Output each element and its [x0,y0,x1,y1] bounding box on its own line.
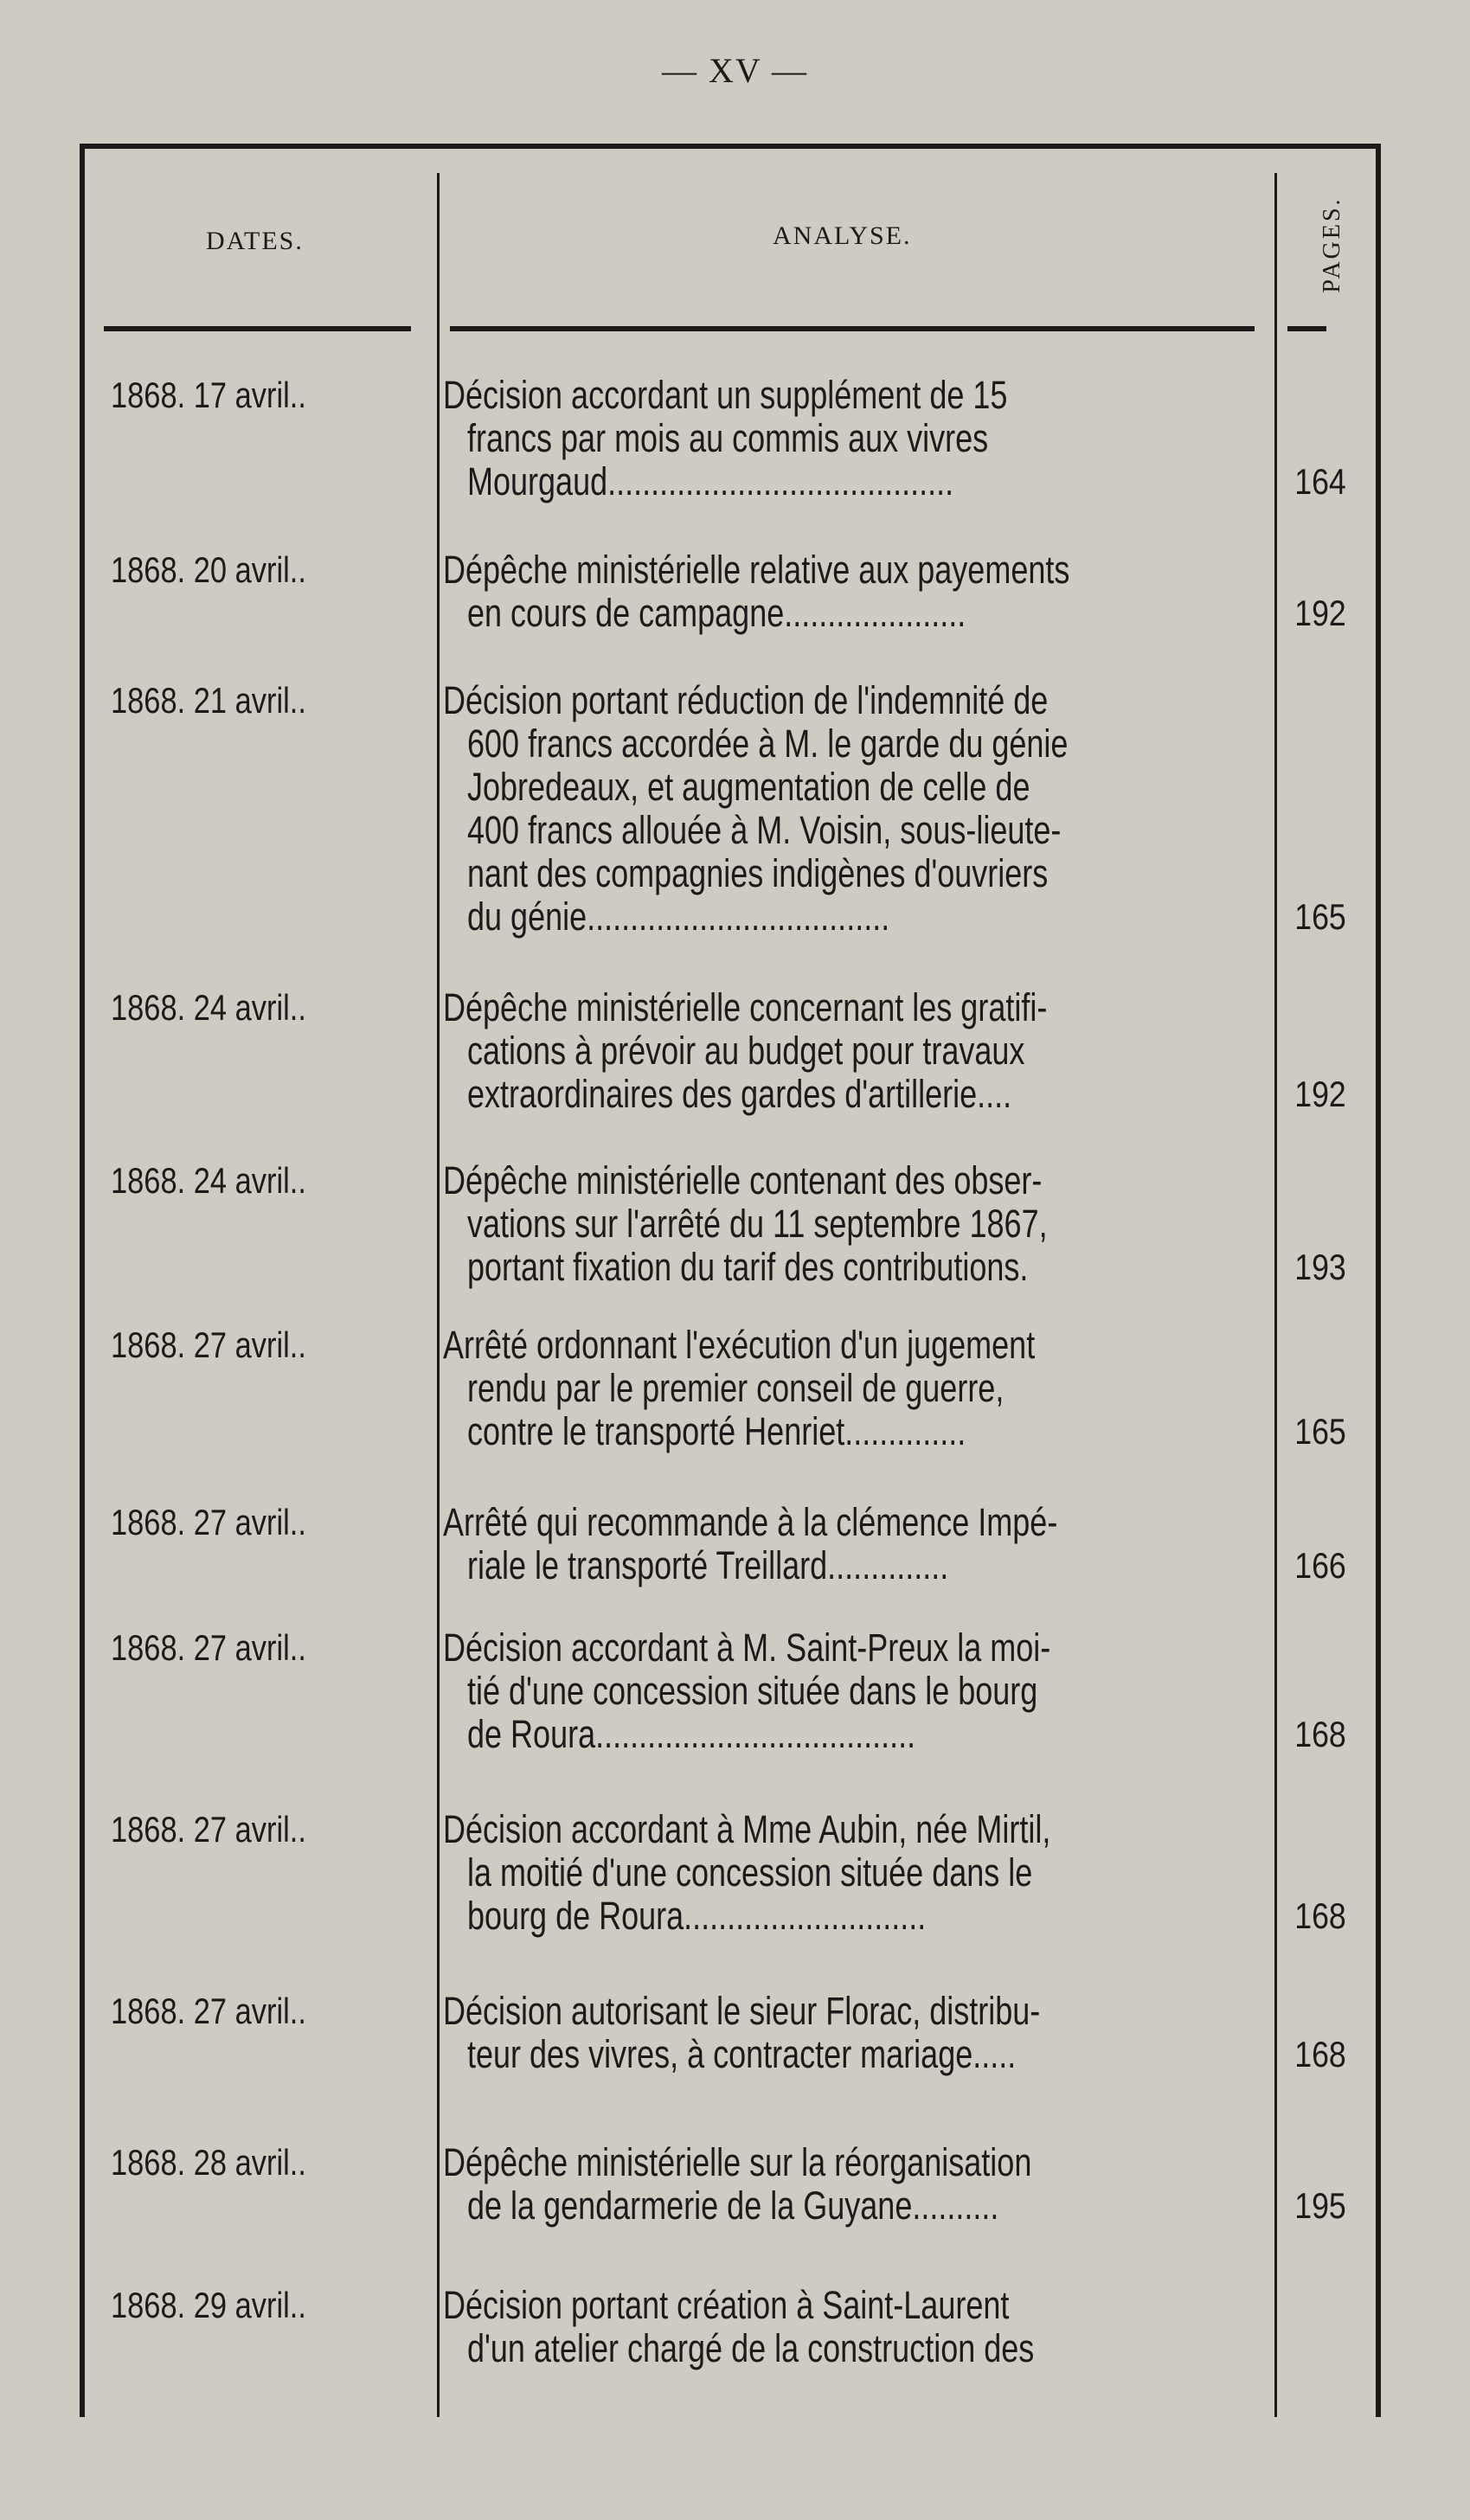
analysis-line: tié d'une concession située dans le bourg [467,1669,1038,1713]
entry-date: 1868. 28 avril.. [111,2142,306,2183]
entry-analysis [443,679,1255,939]
entry-analysis [443,1324,1255,1453]
analysis-line: nant des compagnies indigènes d'ouvriers [467,851,1049,895]
entry-page-number: 192 [1294,593,1346,633]
header-rule [1287,326,1326,331]
entry-date: 1868. 27 avril.. [111,1809,306,1850]
analysis-line: Décision portant création à Saint-Laurent [443,2283,1010,2327]
analysis-line: de la gendarmerie de la Guyane.......... [467,2183,999,2228]
entry-date: 1868. 29 avril.. [111,2285,306,2325]
analysis-line: portant fixation du tarif des contributions. [467,1245,1029,1289]
entry-page-number: 165 [1294,1411,1346,1452]
column-header-pages [1315,180,1350,310]
entry-date: 1868. 27 avril.. [111,1502,306,1542]
column-divider [1274,173,1277,2417]
analysis-line: Dépêche ministérielle relative aux payements [443,548,1070,592]
header-rule [104,326,411,331]
entry-analysis [443,986,1255,1116]
analysis-line: 400 francs allouée à M. Voisin, sous-lieute- [467,808,1062,852]
entry-page-number: 164 [1294,461,1346,502]
analysis-line: Arrêté qui recommande à la clémence Impé- [443,1500,1058,1544]
analysis-line: Dépêche ministérielle contenant des obser- [443,1158,1043,1202]
column-header-analyse: ANALYSE. [773,221,912,250]
entry-page-number: 166 [1294,1545,1346,1586]
entry-analysis [443,374,1255,503]
analysis-line: extraordinaires des gardes d'artillerie.... [467,1072,1012,1116]
analysis-line: Dépêche ministérielle sur la réorganisation [443,2140,1032,2184]
analysis-line: Arrêté ordonnant l'exécution d'un jugement [443,1323,1036,1367]
analysis-line: cations à prévoir au budget pour travaux [467,1029,1025,1073]
entry-date: 1868. 21 avril.. [111,680,306,721]
analysis-line: la moitié d'une concession située dans le [467,1850,1033,1895]
entry-page-number: 168 [1294,1895,1346,1936]
column-header-pages-label: PAGES. [1319,196,1345,293]
analysis-line: Décision accordant un supplément de 15 [443,373,1008,417]
entry-date: 1868. 27 avril.. [111,1324,306,1365]
analysis-line: bourg de Roura............................ [467,1894,927,1938]
entry-analysis [443,1159,1255,1289]
analysis-line: Dépêche ministérielle concernant les gratifi- [443,985,1048,1029]
analysis-line: Mourgaud........................................ [467,459,954,503]
analysis-line: Décision portant réduction de l'indemnité de [443,678,1049,722]
header-rule [450,326,1255,331]
analysis-line: d'un atelier chargé de la construction des [467,2326,1035,2370]
analysis-line: de Roura..................................... [467,1712,916,1756]
entry-analysis [443,548,1255,635]
analysis-line: 600 francs accordée à M. le garde du génie [467,721,1069,766]
entry-analysis [443,1501,1255,1587]
analysis-line: vations sur l'arrêté du 11 septembre 1867, [467,1202,1048,1246]
page-header: — XV — [661,51,809,90]
entry-page-number: 165 [1294,896,1346,937]
analysis-line: Décision accordant à M. Saint-Preux la moi- [443,1625,1051,1670]
analysis-line: Décision autorisant le sieur Florac, distribu- [443,1989,1041,2033]
entry-analysis [443,1808,1255,1938]
analysis-line: francs par mois au commis aux vivres [467,416,989,460]
entry-analysis [443,1626,1255,1756]
entry-date: 1868. 24 avril.. [111,987,306,1028]
entry-analysis [443,2284,1255,2370]
entry-analysis [443,1990,1255,2076]
analysis-line: Décision accordant à Mme Aubin, née Mirtil, [443,1807,1051,1851]
entry-page-number: 192 [1294,1074,1346,1114]
entry-date: 1868. 20 avril.. [111,549,306,590]
column-header-dates: DATES. [206,227,304,255]
entry-date: 1868. 17 avril.. [111,375,306,415]
entry-page-number: 168 [1294,2034,1346,2074]
entry-page-number: 193 [1294,1247,1346,1287]
analysis-line: Jobredeaux, et augmentation de celle de [467,765,1030,809]
column-divider [437,173,440,2417]
entry-date: 1868. 24 avril.. [111,1160,306,1201]
entry-analysis [443,2141,1255,2228]
analysis-line: riale le transporté Treillard.............. [467,1543,949,1587]
analysis-line: en cours de campagne..................... [467,591,966,635]
analysis-line: du génie................................... [467,895,890,939]
entry-page-number: 195 [1294,2185,1346,2226]
entry-page-number: 168 [1294,1714,1346,1754]
analysis-line: contre le transporté Henriet.............. [467,1409,966,1453]
entry-date: 1868. 27 avril.. [111,1627,306,1668]
entry-date: 1868. 27 avril.. [111,1991,306,2031]
analysis-line: rendu par le premier conseil de guerre, [467,1366,1005,1410]
analysis-line: teur des vivres, à contracter mariage..... [467,2032,1017,2076]
